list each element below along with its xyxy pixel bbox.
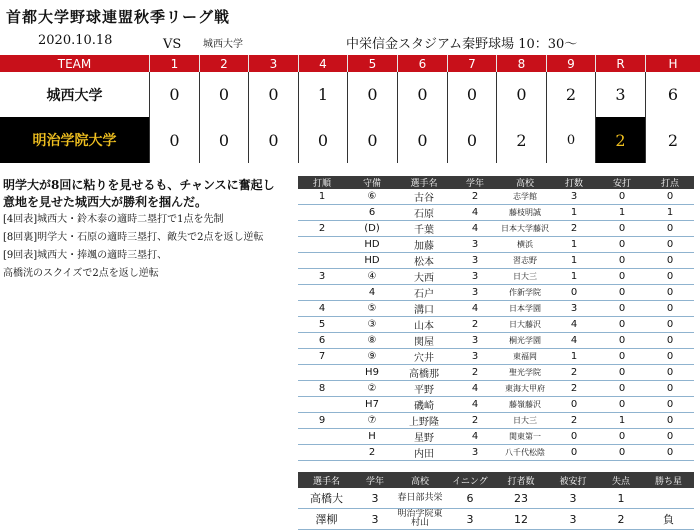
rbi: 0 — [646, 221, 694, 237]
rbi: 0 — [646, 317, 694, 333]
innings: 3 — [445, 509, 495, 530]
col-runs: R — [596, 55, 646, 72]
rbi: 0 — [646, 445, 694, 461]
player-name: 加藤 — [398, 237, 450, 253]
team-name: 城西大学 — [0, 72, 150, 117]
decision — [643, 488, 694, 509]
at-bats: 1 — [550, 205, 598, 221]
scoreboard-row-team1 — [0, 72, 700, 118]
player-name: 山本 — [398, 317, 450, 333]
batting-order: 6 — [298, 333, 346, 349]
page-title: 首都大学野球連盟秋季リーグ戦 — [6, 8, 231, 26]
col-innings: イニング — [445, 472, 495, 488]
pitcher-name: 高橋大 — [298, 488, 355, 509]
inning-score: 0 — [348, 72, 398, 117]
batting-order — [298, 285, 346, 301]
col-grade: 学年 — [355, 472, 395, 488]
col-inning-7: 7 — [448, 55, 497, 72]
high-school: 春日部共栄 — [395, 488, 445, 509]
player-name: 平野 — [398, 381, 450, 397]
batting-body — [298, 189, 694, 461]
inning-score: 0 — [299, 117, 348, 163]
hits: 1 — [598, 413, 646, 429]
hits: 0 — [598, 237, 646, 253]
hits: 0 — [598, 253, 646, 269]
table-row — [298, 488, 694, 509]
position: 4 — [346, 285, 398, 301]
table-row — [298, 349, 694, 365]
table-row — [298, 413, 694, 429]
inning-score: 2 — [547, 72, 596, 117]
high-school: 聖光学院 — [500, 365, 550, 381]
position: H — [346, 429, 398, 445]
pitching-body — [298, 488, 694, 530]
high-school: 桐光学園 — [500, 333, 550, 349]
pitching-table — [298, 472, 694, 530]
position: ⑦ — [346, 413, 398, 429]
col-decision: 勝ち星 — [643, 472, 694, 488]
position: ⑧ — [346, 333, 398, 349]
table-row — [298, 333, 694, 349]
position: ⑥ — [346, 189, 398, 205]
col-hits: H — [668, 56, 678, 71]
table-row — [298, 285, 694, 301]
batting-order — [298, 445, 346, 461]
grade: 3 — [355, 488, 395, 509]
batting-order: 1 — [298, 189, 346, 205]
player-name: 上野隆 — [398, 413, 450, 429]
batters-faced: 23 — [495, 488, 547, 509]
batting-order: 9 — [298, 413, 346, 429]
col-inning-9: 9 — [547, 55, 596, 72]
grade: 2 — [450, 365, 500, 381]
total-runs: 3 — [596, 72, 646, 117]
grade: 4 — [450, 205, 500, 221]
high-school: 日大藤沢 — [500, 317, 550, 333]
grade: 3 — [450, 253, 500, 269]
runs-allowed: 2 — [599, 509, 643, 530]
batting-order: 8 — [298, 381, 346, 397]
at-bats: 2 — [550, 221, 598, 237]
at-bats: 1 — [550, 237, 598, 253]
hits: 0 — [598, 333, 646, 349]
at-bats: 0 — [550, 445, 598, 461]
rbi: 1 — [646, 205, 694, 221]
rbi: 0 — [646, 381, 694, 397]
position: H9 — [346, 365, 398, 381]
col-inning-6: 6 — [398, 55, 448, 72]
position: ② — [346, 381, 398, 397]
col-batting-order: 打順 — [298, 176, 346, 189]
at-bats: 1 — [550, 253, 598, 269]
rbi: 0 — [646, 333, 694, 349]
batting-header-row — [298, 176, 694, 189]
rbi: 0 — [646, 429, 694, 445]
table-row — [298, 317, 694, 333]
at-bats: 0 — [550, 429, 598, 445]
rbi: 0 — [646, 237, 694, 253]
col-batters-faced: 打者数 — [495, 472, 547, 488]
hits: 0 — [598, 189, 646, 205]
player-name: 大西 — [398, 269, 450, 285]
col-grade: 学年 — [450, 176, 500, 189]
at-bats: 1 — [550, 269, 598, 285]
batting-order — [298, 365, 346, 381]
scoreboard-header — [0, 55, 700, 72]
rbi: 0 — [646, 189, 694, 205]
hits-allowed: 3 — [547, 488, 599, 509]
inning-score: 0 — [150, 72, 200, 117]
at-bats: 2 — [550, 381, 598, 397]
batting-table — [298, 176, 694, 461]
player-name: 内田 — [398, 445, 450, 461]
high-school: 志学館 — [500, 189, 550, 205]
hits: 0 — [598, 445, 646, 461]
player-name: 石户 — [398, 285, 450, 301]
player-name: 古谷 — [398, 189, 450, 205]
game-summary — [3, 177, 288, 283]
player-name: 関屋 — [398, 333, 450, 349]
high-school: 藤嶺藤沢 — [500, 397, 550, 413]
inning-score: 0 — [497, 72, 547, 117]
scoreboard — [0, 55, 700, 163]
summary-note: [4回表]城西大・鈴木泰の適時二塁打で1点を先制 — [3, 214, 224, 225]
high-school: 明治学院東村山 — [395, 509, 445, 530]
position: ⑤ — [346, 301, 398, 317]
grade: 3 — [450, 349, 500, 365]
summary-note: [9回表]城西大・捧颯の適時三塁打、 — [3, 250, 168, 261]
inning-score: 0 — [398, 117, 448, 163]
table-row — [298, 237, 694, 253]
batters-faced: 12 — [495, 509, 547, 530]
hits-allowed: 3 — [547, 509, 599, 530]
total-hits: 2 — [667, 130, 679, 150]
high-school: 八千代松陰 — [500, 445, 550, 461]
grade: 4 — [450, 221, 500, 237]
col-position: 守備 — [346, 176, 398, 189]
high-school: 習志野 — [500, 253, 550, 269]
col-runs-allowed: 失点 — [599, 472, 643, 488]
grade: 2 — [450, 189, 500, 205]
grade: 3 — [450, 269, 500, 285]
batting-order: 4 — [298, 301, 346, 317]
summary-headline: 明学大が8回に粘りを見せるも、チャンスに奮起し — [3, 178, 275, 192]
high-school: 日本大学藤沢 — [500, 221, 550, 237]
col-hits-allowed: 被安打 — [547, 472, 599, 488]
table-row — [298, 269, 694, 285]
batting-order: 2 — [298, 221, 346, 237]
high-school: 横浜 — [500, 237, 550, 253]
position: (D) — [346, 221, 398, 237]
col-player: 選手名 — [398, 176, 450, 189]
summary-note: 高橋洸のスクイズで2点を返し逆転 — [3, 268, 159, 279]
high-school: 日大三 — [500, 269, 550, 285]
position: HD — [346, 237, 398, 253]
grade: 4 — [450, 429, 500, 445]
pitcher-name: 澤柳 — [298, 509, 355, 530]
grade: 3 — [450, 333, 500, 349]
hits: 1 — [598, 205, 646, 221]
pitching-header-row — [298, 472, 694, 488]
inning-score: 0 — [448, 72, 497, 117]
player-name: 磯崎 — [398, 397, 450, 413]
at-bats: 0 — [550, 397, 598, 413]
batting-order: 7 — [298, 349, 346, 365]
total-runs: 2 — [596, 117, 646, 163]
inning-score: 0 — [448, 117, 497, 163]
player-name: 松本 — [398, 253, 450, 269]
batting-order — [298, 253, 346, 269]
col-high-school: 高校 — [395, 472, 445, 488]
col-pitcher: 選手名 — [298, 472, 355, 488]
at-bats: 3 — [550, 189, 598, 205]
grade: 3 — [450, 445, 500, 461]
table-row — [298, 189, 694, 205]
position: HD — [346, 253, 398, 269]
decision: 負 — [643, 509, 694, 530]
summary-headline: 意地を見せた城西大が勝利を掴んだ。 — [3, 195, 208, 209]
grade: 3 — [355, 509, 395, 530]
high-school: 日本学園 — [500, 301, 550, 317]
grade: 2 — [450, 317, 500, 333]
inning-score: 0 — [150, 117, 200, 163]
player-name: 溝口 — [398, 301, 450, 317]
player-name: 穴井 — [398, 349, 450, 365]
rbi: 0 — [646, 397, 694, 413]
col-team: TEAM — [0, 55, 150, 72]
at-bats: 1 — [550, 349, 598, 365]
rbi: 0 — [646, 269, 694, 285]
table-row — [298, 445, 694, 461]
high-school: 関東第一 — [500, 429, 550, 445]
grade: 4 — [450, 301, 500, 317]
col-inning-2: 2 — [200, 55, 249, 72]
position: ④ — [346, 269, 398, 285]
hits: 0 — [598, 381, 646, 397]
high-school: 東海大甲府 — [500, 381, 550, 397]
player-name: 高橋那 — [398, 365, 450, 381]
team-name: 明治学院大学 — [0, 117, 150, 163]
hits: 0 — [598, 429, 646, 445]
hits: 0 — [598, 365, 646, 381]
high-school: 作新学院 — [500, 285, 550, 301]
col-rbi: 打点 — [646, 176, 694, 189]
inning-score: 0 — [249, 72, 299, 117]
inning-score: 0 — [249, 117, 299, 163]
player-name: 千葉 — [398, 221, 450, 237]
table-row — [298, 365, 694, 381]
rbi: 0 — [646, 285, 694, 301]
inning-score: 0 — [200, 72, 249, 117]
col-high-school: 高校 — [500, 176, 550, 189]
rbi: 0 — [646, 253, 694, 269]
player-name: 石原 — [398, 205, 450, 221]
table-row — [298, 205, 694, 221]
batting-order: 3 — [298, 269, 346, 285]
col-inning-3: 3 — [249, 55, 299, 72]
hits: 0 — [598, 397, 646, 413]
table-row — [298, 509, 694, 530]
rbi: 0 — [646, 349, 694, 365]
inning-score: 0 — [398, 72, 448, 117]
venue-time: 中栄信金スタジアム秦野球場 10：30～ — [346, 37, 578, 52]
batting-order — [298, 429, 346, 445]
hits: 0 — [598, 301, 646, 317]
at-bats: 0 — [550, 285, 598, 301]
hits: 0 — [598, 317, 646, 333]
position: 2 — [346, 445, 398, 461]
scoreboard-row-team2 — [0, 117, 700, 163]
total-hits: 6 — [667, 85, 679, 104]
col-inning-4: 4 — [299, 55, 348, 72]
at-bats: 2 — [550, 365, 598, 381]
hits: 0 — [598, 285, 646, 301]
position: H7 — [346, 397, 398, 413]
table-row — [298, 301, 694, 317]
table-row — [298, 429, 694, 445]
batting-order — [298, 237, 346, 253]
table-row — [298, 221, 694, 237]
inning-score: 0 — [547, 117, 596, 163]
player-name: 星野 — [398, 429, 450, 445]
grade: 3 — [450, 237, 500, 253]
high-school: 日大三 — [500, 413, 550, 429]
col-inning-5: 5 — [348, 55, 398, 72]
runs-allowed: 1 — [599, 488, 643, 509]
inning-score: 2 — [497, 117, 547, 163]
rbi: 0 — [646, 413, 694, 429]
grade: 3 — [450, 285, 500, 301]
col-inning-8: 8 — [497, 55, 547, 72]
home-team-label: 城西大学 — [203, 39, 243, 50]
grade: 2 — [450, 413, 500, 429]
at-bats: 3 — [550, 301, 598, 317]
vs-label: VS — [163, 37, 182, 52]
position: ⑨ — [346, 349, 398, 365]
at-bats: 2 — [550, 413, 598, 429]
position: 6 — [346, 205, 398, 221]
game-date: 2020.10.18 — [38, 33, 113, 48]
high-school: 藤枝明誠 — [500, 205, 550, 221]
high-school: 東福岡 — [500, 349, 550, 365]
grade: 4 — [450, 381, 500, 397]
at-bats: 4 — [550, 333, 598, 349]
table-row — [298, 253, 694, 269]
hits: 0 — [598, 269, 646, 285]
batting-order: 5 — [298, 317, 346, 333]
inning-score: 0 — [348, 117, 398, 163]
col-inning-1: 1 — [150, 55, 200, 72]
position: ③ — [346, 317, 398, 333]
batting-order — [298, 397, 346, 413]
inning-score: 1 — [299, 72, 348, 117]
hits: 0 — [598, 221, 646, 237]
summary-note: [8回裏]明学大・石原の適時三塁打、敵失で2点を返し逆転 — [3, 232, 264, 243]
table-row — [298, 397, 694, 413]
grade: 4 — [450, 397, 500, 413]
at-bats: 4 — [550, 317, 598, 333]
rbi: 0 — [646, 365, 694, 381]
batting-order — [298, 205, 346, 221]
col-at-bats: 打数 — [550, 176, 598, 189]
innings: 6 — [445, 488, 495, 509]
table-row — [298, 381, 694, 397]
hits: 0 — [598, 349, 646, 365]
rbi: 0 — [646, 301, 694, 317]
inning-score: 0 — [200, 117, 249, 163]
col-hits: 安打 — [598, 176, 646, 189]
